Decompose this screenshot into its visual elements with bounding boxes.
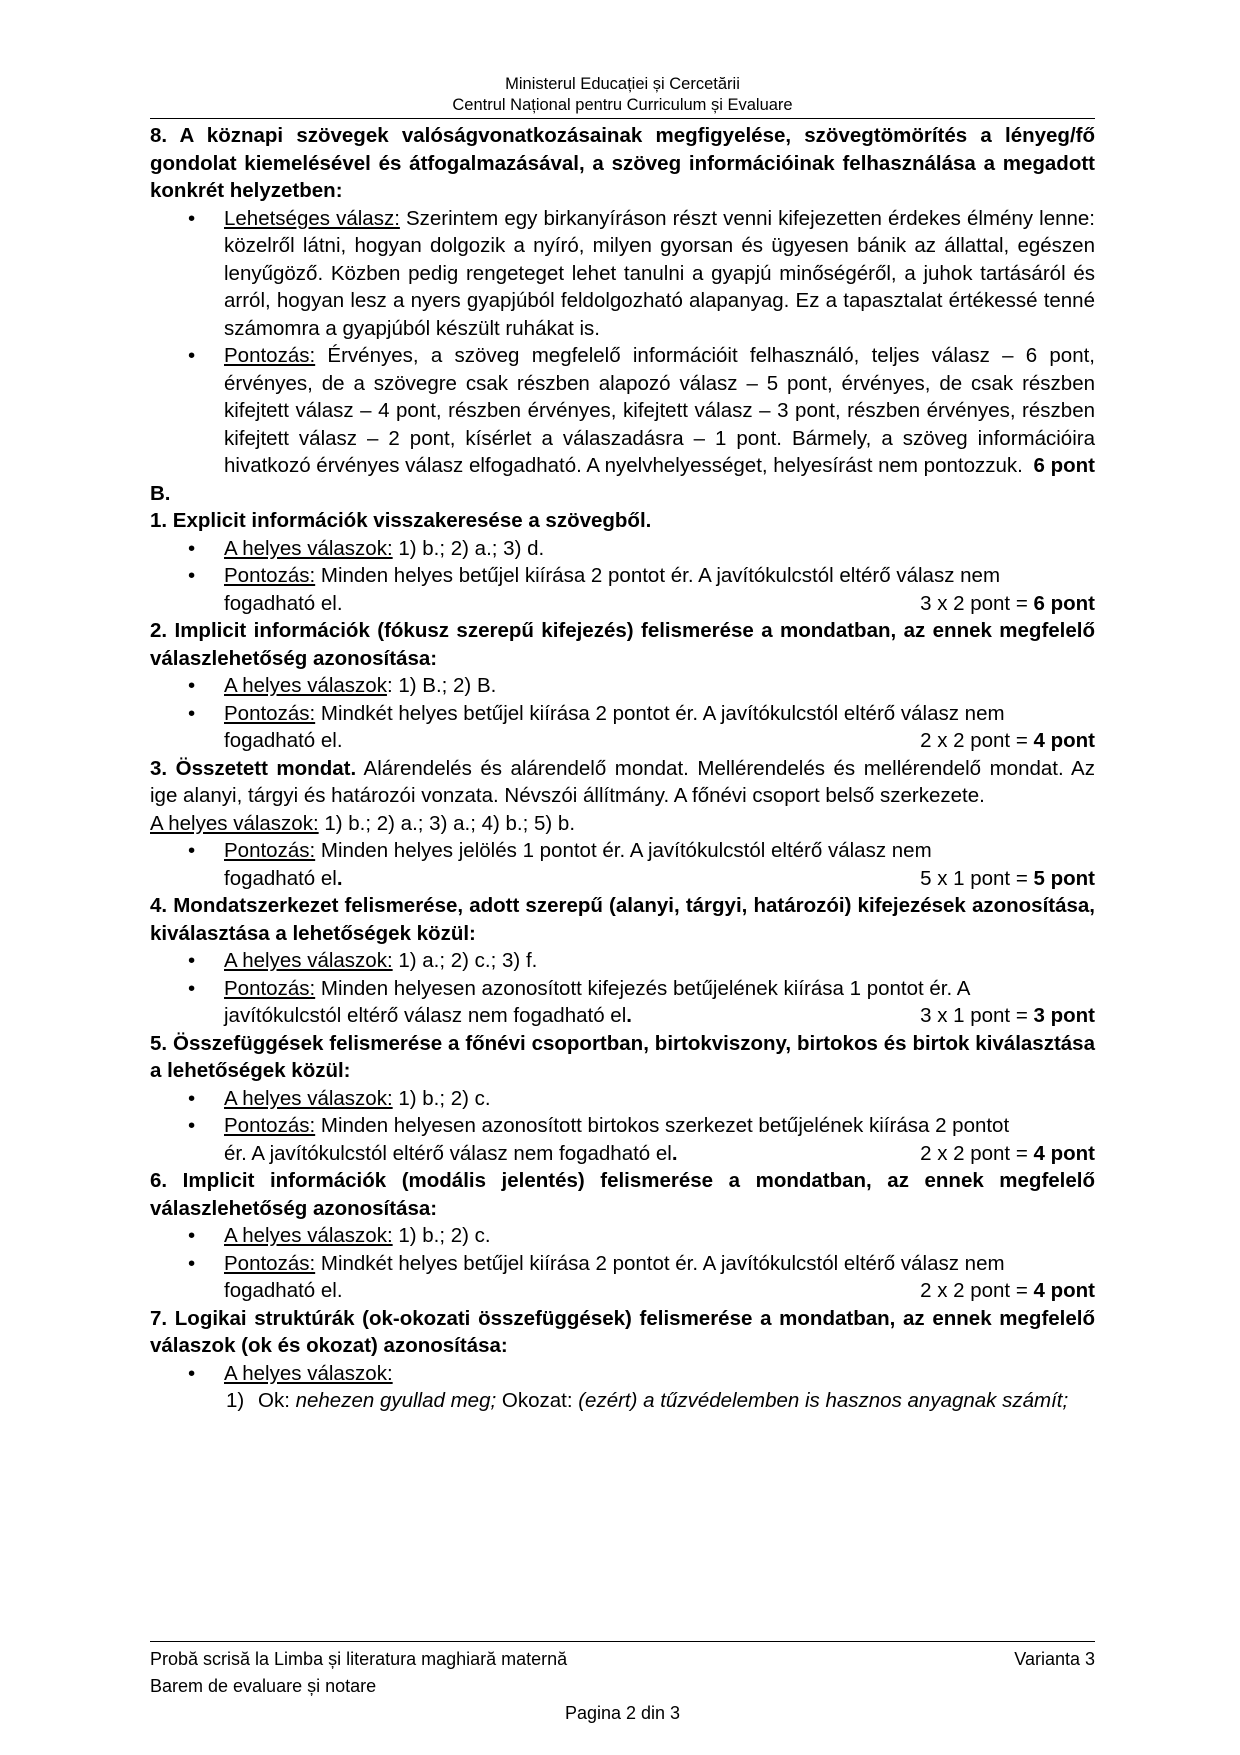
b6-title: 6. Implicit információk (modális jelentés) felismerése a mondatban, az ennek megfelelő válaszlehetőség azonosítása: [150,1169,1095,1220]
scoring-label: Pontozás: [224,344,316,367]
scoring-tail-wrap: ér. A javítókulcstól eltérő válasz nem fogadható el. [224,1141,678,1165]
bullet-icon: • [188,701,196,725]
scoring-text: Érvényes, a szöveg megfelelő információit felhasználó, teljes válasz – 6 pont, érvényes, de a szövegre csak részben alapozó válasz – 5 pont, érvényes, de csak részben kifejtett válasz – 4 pont, részben érvényes, kifejtett válasz – 3 pont, részben érvényes, részben kifejtett válasz – 2 pont, kísérlet a válaszadásra – 1 pont. Bármely, a szöveg információira hivatkozó érvényes válasz elfogadható. A nyelvhelyességet, helyesírást nem pontozzuk. [224,344,1095,477]
scoring-label: Pontozás: [224,839,316,862]
answer-label: A helyes válaszok: [224,1086,393,1110]
b2-title: 2. Implicit információk (fókusz szerepű kifejezés) felismerése a mondatban, az ennek megfelelő válaszlehetőség azonosítása: [150,619,1095,670]
answer-label: A helyes válaszok: [224,1361,393,1385]
b3-title-rest: Alárendelés és alárendelő mondat. Mellérendelés és mellérendelő mondat. Az ige alanyi, tárgyi és határozói vonzata. Névszói állítmány. A főnévi csoport belső szerkezete. [150,756,1095,807]
score-line [224,590,1095,618]
bullet-icon: • [188,1114,196,1137]
bullet-icon: • [188,1251,196,1275]
points-value: 4 pont [1033,729,1095,752]
scoring-label: Pontozás: [224,976,316,1000]
section-8-answer [150,205,1095,343]
okozat-label: Okozat: [496,1389,579,1412]
scoring-tail: ér. A javítókulcstól eltérő válasz nem fogadható el [224,1141,672,1165]
score-line [224,727,1095,755]
b7-title: 7. Logikai struktúrák (ok-okozati összefüggések) felismerése a mondatban, az ennek megfelelő válaszok (ok és okozat) azonosítása: [150,1306,1095,1357]
score-line [224,865,1095,893]
scoring-tail: javítókulcstól eltérő válasz nem fogadható el [224,1004,627,1027]
b1-title: 1. Explicit információk visszakeresése a szövegből. [150,509,652,532]
b4-answer [150,947,1095,975]
scoring-label: Pontozás: [224,1114,316,1137]
b6-answer [150,1222,1095,1250]
scoring-text: Mindkét helyes betűjel kiírása 2 pontot ér. A javítókulcstól eltérő válasz nem [315,1251,1005,1275]
scoring-tail: fogadható el. [224,729,343,752]
b2-scoring [150,700,1095,755]
header-center: Centrul Național pentru Curriculum și Evaluare [452,96,793,114]
answer-label: A helyes válaszok: [224,1224,393,1247]
calc-text: 2 x 2 pont = [920,1141,1034,1165]
calc-text: 3 x 1 pont = [920,1004,1034,1027]
scoring-label: Pontozás: [224,564,316,587]
b3-answer [150,810,1095,838]
score-calc [920,1277,1095,1305]
b7-answer-item-1 [150,1387,1095,1415]
scoring-text: Mindkét helyes betűjel kiírása 2 pontot ér. A javítókulcstól eltérő válasz nem [315,701,1005,725]
footer-subtitle: Barem de evaluare și notare [150,1676,377,1696]
score-line [224,1140,1095,1168]
page-number: Pagina 2 din 3 [564,1703,681,1723]
answer-label: Lehetséges válasz: [224,206,400,230]
bullet-icon: • [188,564,196,587]
b3-scoring [150,837,1095,892]
scoring-tail: fogadható el. [224,591,343,615]
scoring-text: Minden helyesen azonosított birtokos szerkezet betűjelének kiírása 2 pontot [315,1114,1010,1137]
scoring-text: Minden helyesen azonosított kifejezés betűjelének kiírása 1 pontot ér. A [315,976,971,1000]
footer-divider [150,1641,1095,1642]
scoring-label: Pontozás: [224,701,316,725]
page-header [150,74,1095,116]
b7-answer [150,1360,1095,1388]
points-value: 6 pont [1033,454,1095,477]
scoring-tail-wrap: javítókulcstól eltérő válasz nem fogadható el. [224,1004,632,1027]
answer-text: : 1) B.; 2) B. [386,674,497,697]
b5-items [150,1085,1095,1168]
section-8-scoring [150,342,1095,480]
answer-text: Szerintem egy birkanyíráson részt venni kifejezetten érdekes élmény lenne: közelről látni, hogyan dolgozik a nyíró, milyen gyorsan és ügyesen bánik az állattal, egészen lenyűgöző. Közben pedig rengeteget lehet tanulni a gyapjú minőségéről, a juhok tartásáról és arról, hogyan lesz a nyers gyapjúból feldolgozható alapanyag. Ez a tapasztalat értékessé tenné számomra a gyapjúból készült ruhákat is. [224,206,1095,340]
bullet-icon: • [188,1361,196,1385]
b3-title-bold: 3. Összetett mondat. [150,756,357,780]
footer-variant: Varianta 3 [1014,1649,1095,1669]
points-value: 3 pont [1033,1004,1095,1027]
section-b-title: B. [150,481,171,505]
ok-label: Ok: [258,1389,296,1412]
answer-text: 1) b.; 2) a.; 3) d. [392,536,545,560]
score-calc [920,590,1095,618]
scoring-tail-wrap: fogadható el. [224,866,343,890]
bullet-icon: • [188,344,196,367]
answer-text: 1) a.; 2) c.; 3) f. [392,949,538,972]
bullet-icon: • [188,1224,196,1247]
header-divider [150,118,1095,119]
okozat-text: (ezért) a tűzvédelemben is hasznos anyagnak számít; [578,1389,1069,1412]
scoring-text: Minden helyes betűjel kiírása 2 pontot ér. A javítókulcstól eltérő válasz nem [315,564,1001,587]
b3-title [150,755,1095,810]
section-8-title: 8. A köznapi szövegek valóságvonatkozásainak megfigyelése, szövegtömörítés a lényeg/fő gondolat kiemelésével és átfogalmazásával, a szöveg információinak felhasználása a megadott konkrét helyzetben: [150,124,1095,202]
score-calc [920,1002,1095,1030]
calc-text: 2 x 2 pont = [920,729,1034,752]
scoring-tail: fogadható el [224,866,337,890]
score-calc [920,865,1095,893]
footer-exam-title: Probă scrisă la Limba și literatura maghiară maternă [150,1649,568,1669]
bullet-icon: • [188,839,196,862]
calc-text: 3 x 2 pont = [920,591,1034,615]
page-footer [150,1646,1095,1700]
bullet-icon: • [188,206,196,230]
b4-title: 4. Mondatszerkezet felismerése, adott szerepű (alanyi, tárgyi, határozói) kifejezések azonosítása, kiválasztása a lehetőségek közül: [150,894,1095,945]
points-value: 4 pont [1033,1141,1095,1165]
b1-items [150,535,1095,618]
b2-items [150,672,1095,755]
b1-scoring [150,562,1095,617]
b6-items [150,1222,1095,1305]
answer-text: 1) b.; 2) c. [392,1086,491,1110]
score-line [224,1002,1095,1030]
answer-text: 1) b.; 2) a.; 3) a.; 4) b.; 5) b. [318,811,576,835]
b6-scoring [150,1250,1095,1305]
score-line [224,1277,1095,1305]
scoring-label: Pontozás: [224,1251,316,1275]
b4-scoring [150,975,1095,1030]
score-calc [920,727,1095,755]
b1-answer [150,535,1095,563]
answer-text: 1) b.; 2) c. [392,1224,491,1247]
scoring-text: Minden helyes jelölés 1 pontot ér. A javítókulcstól eltérő válasz nem [315,839,932,862]
points-value: 4 pont [1033,1279,1095,1302]
b7-items [150,1360,1095,1388]
score-calc [920,1140,1095,1168]
b2-answer [150,672,1095,700]
ok-text: nehezen gyullad meg; [295,1389,497,1412]
answer-label: A helyes válaszok: [224,949,393,972]
scoring-tail: fogadható el. [224,1279,343,1302]
item-number: 1) [226,1389,245,1412]
bullet-icon: • [188,949,196,972]
bullet-icon: • [188,674,196,697]
calc-text: 5 x 1 pont = [920,866,1034,890]
b5-scoring [150,1112,1095,1167]
b3-items [150,837,1095,892]
answer-label: A helyes válaszok: [224,536,393,560]
points-value: 6 pont [1033,591,1095,615]
bullet-icon: • [188,536,196,560]
main-content [150,122,1095,1415]
bullet-icon: • [188,1086,196,1110]
answer-label: A helyes válaszok [224,674,387,697]
b5-title: 5. Összefüggések felismerése a főnévi csoportban, birtokviszony, birtokos és birtok kiválasztása a lehetőségek közül: [150,1031,1095,1082]
item-text [224,1387,1095,1415]
header-ministry: Ministerul Educației și Cercetării [505,75,740,93]
bullet-icon: • [188,976,196,1000]
b4-items [150,947,1095,1030]
calc-text: 2 x 2 pont = [920,1279,1034,1302]
answer-label: A helyes válaszok: [150,811,319,835]
b5-answer [150,1085,1095,1113]
footer-row-1 [150,1646,1095,1673]
points-value: 5 pont [1033,866,1095,890]
section-8-items [150,205,1095,480]
